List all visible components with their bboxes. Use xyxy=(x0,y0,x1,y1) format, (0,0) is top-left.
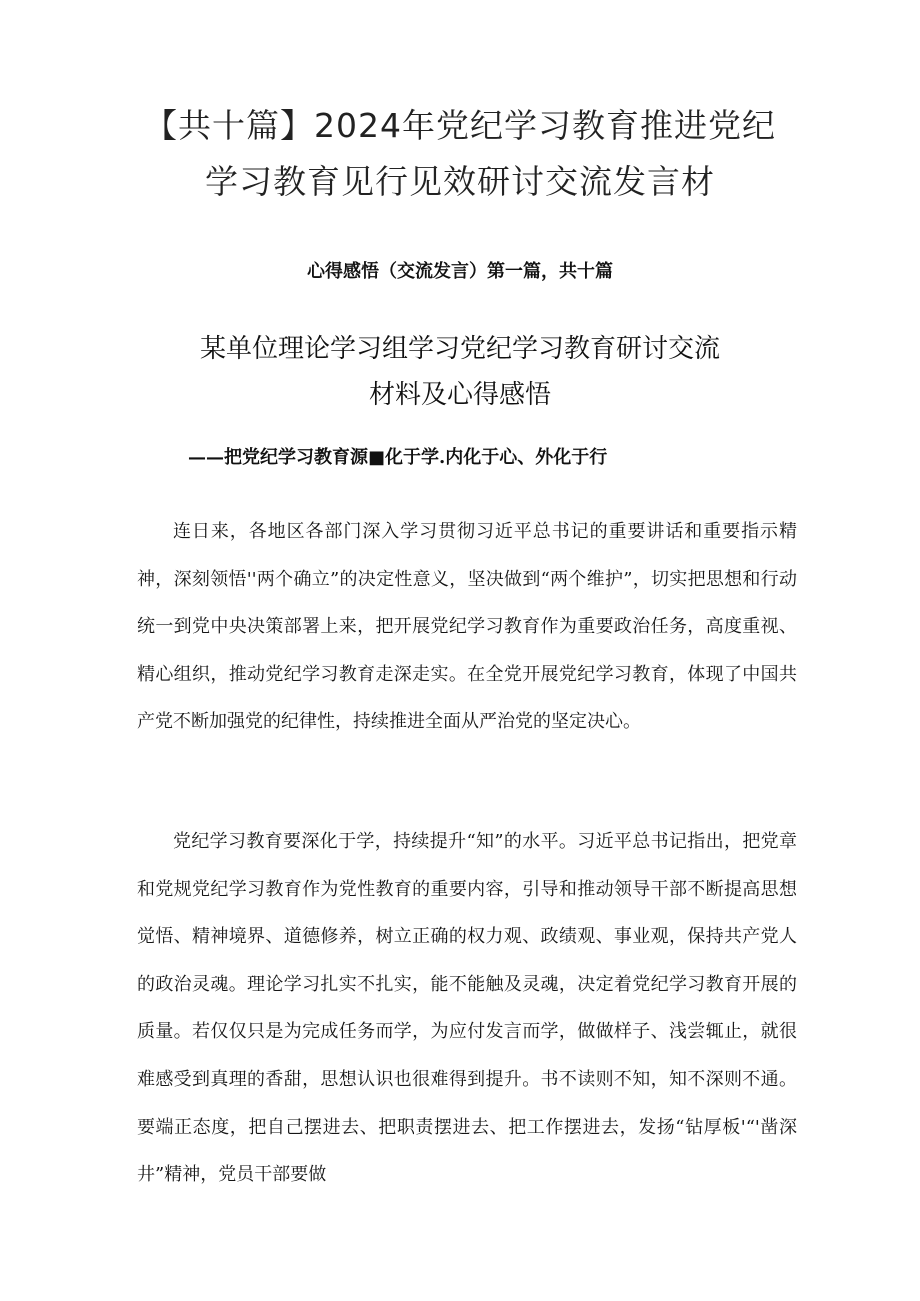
body-paragraph: 党纪学习教育要深化于学，持续提升“知”的水平。习近平总书记指出，把党章和党规党纪学习教育作为党性教育的重要内容，引导和推动领导干部不断提高思想觉悟、精神境界、道德修养，树立正确的权力观、政绩观、事业观，保持共产党人的政治灵魂。理论学习扎实不扎实，能不能触及灵魂，决定着党纪学习教育开展的质量。若仅仅只是为完成任务而学，为应付发言而学，做做样子、浅尝辄止，就很难感受到真理的香甜，思想认识也很难得到提升。书不读则不知，知不深则不通。要端正态度，把自己摆进去、把职责摆进去、把工作摆进去，发扬“钻厚板'“'凿深井”精神，党员干部要做 xyxy=(137,831,797,1186)
document-title xyxy=(60,98,860,210)
document-title-line-2: 学习教育见行见效研讨交流发言材 xyxy=(205,162,715,201)
article-title xyxy=(60,326,860,418)
article-title-line-1: 某单位理论学习组学习党纪学习教育研讨交流 xyxy=(199,334,720,364)
article-title-line-2: 材料及心得感悟 xyxy=(368,380,551,410)
article-subtitle: ——把党纪学习教育源■化于学.内化于心、外化于行 xyxy=(188,447,608,468)
document-title-line-1: 【共十篇】2024年党纪学习教育推进党纪 xyxy=(144,106,776,145)
series-label: 心得感悟（交流发言）第一篇，共十篇 xyxy=(307,261,613,282)
body-paragraph: 连日来，各地区各部门深入学习贯彻习近平总书记的重要讲话和重要指示精神，深刻领悟''两个确立”的决定性意义，坚决做到“两个维护”，切实把思想和行动统一到党中央决策部署上来，把开展党纪学习教育作为重要政治任务，高度重视、精心组织，推动党纪学习教育走深走实。在全党开展党纪学习教育，体现了中国共产党不断加强党的纪律性，持续推进全面从严治党的坚定决心。 xyxy=(137,521,797,733)
